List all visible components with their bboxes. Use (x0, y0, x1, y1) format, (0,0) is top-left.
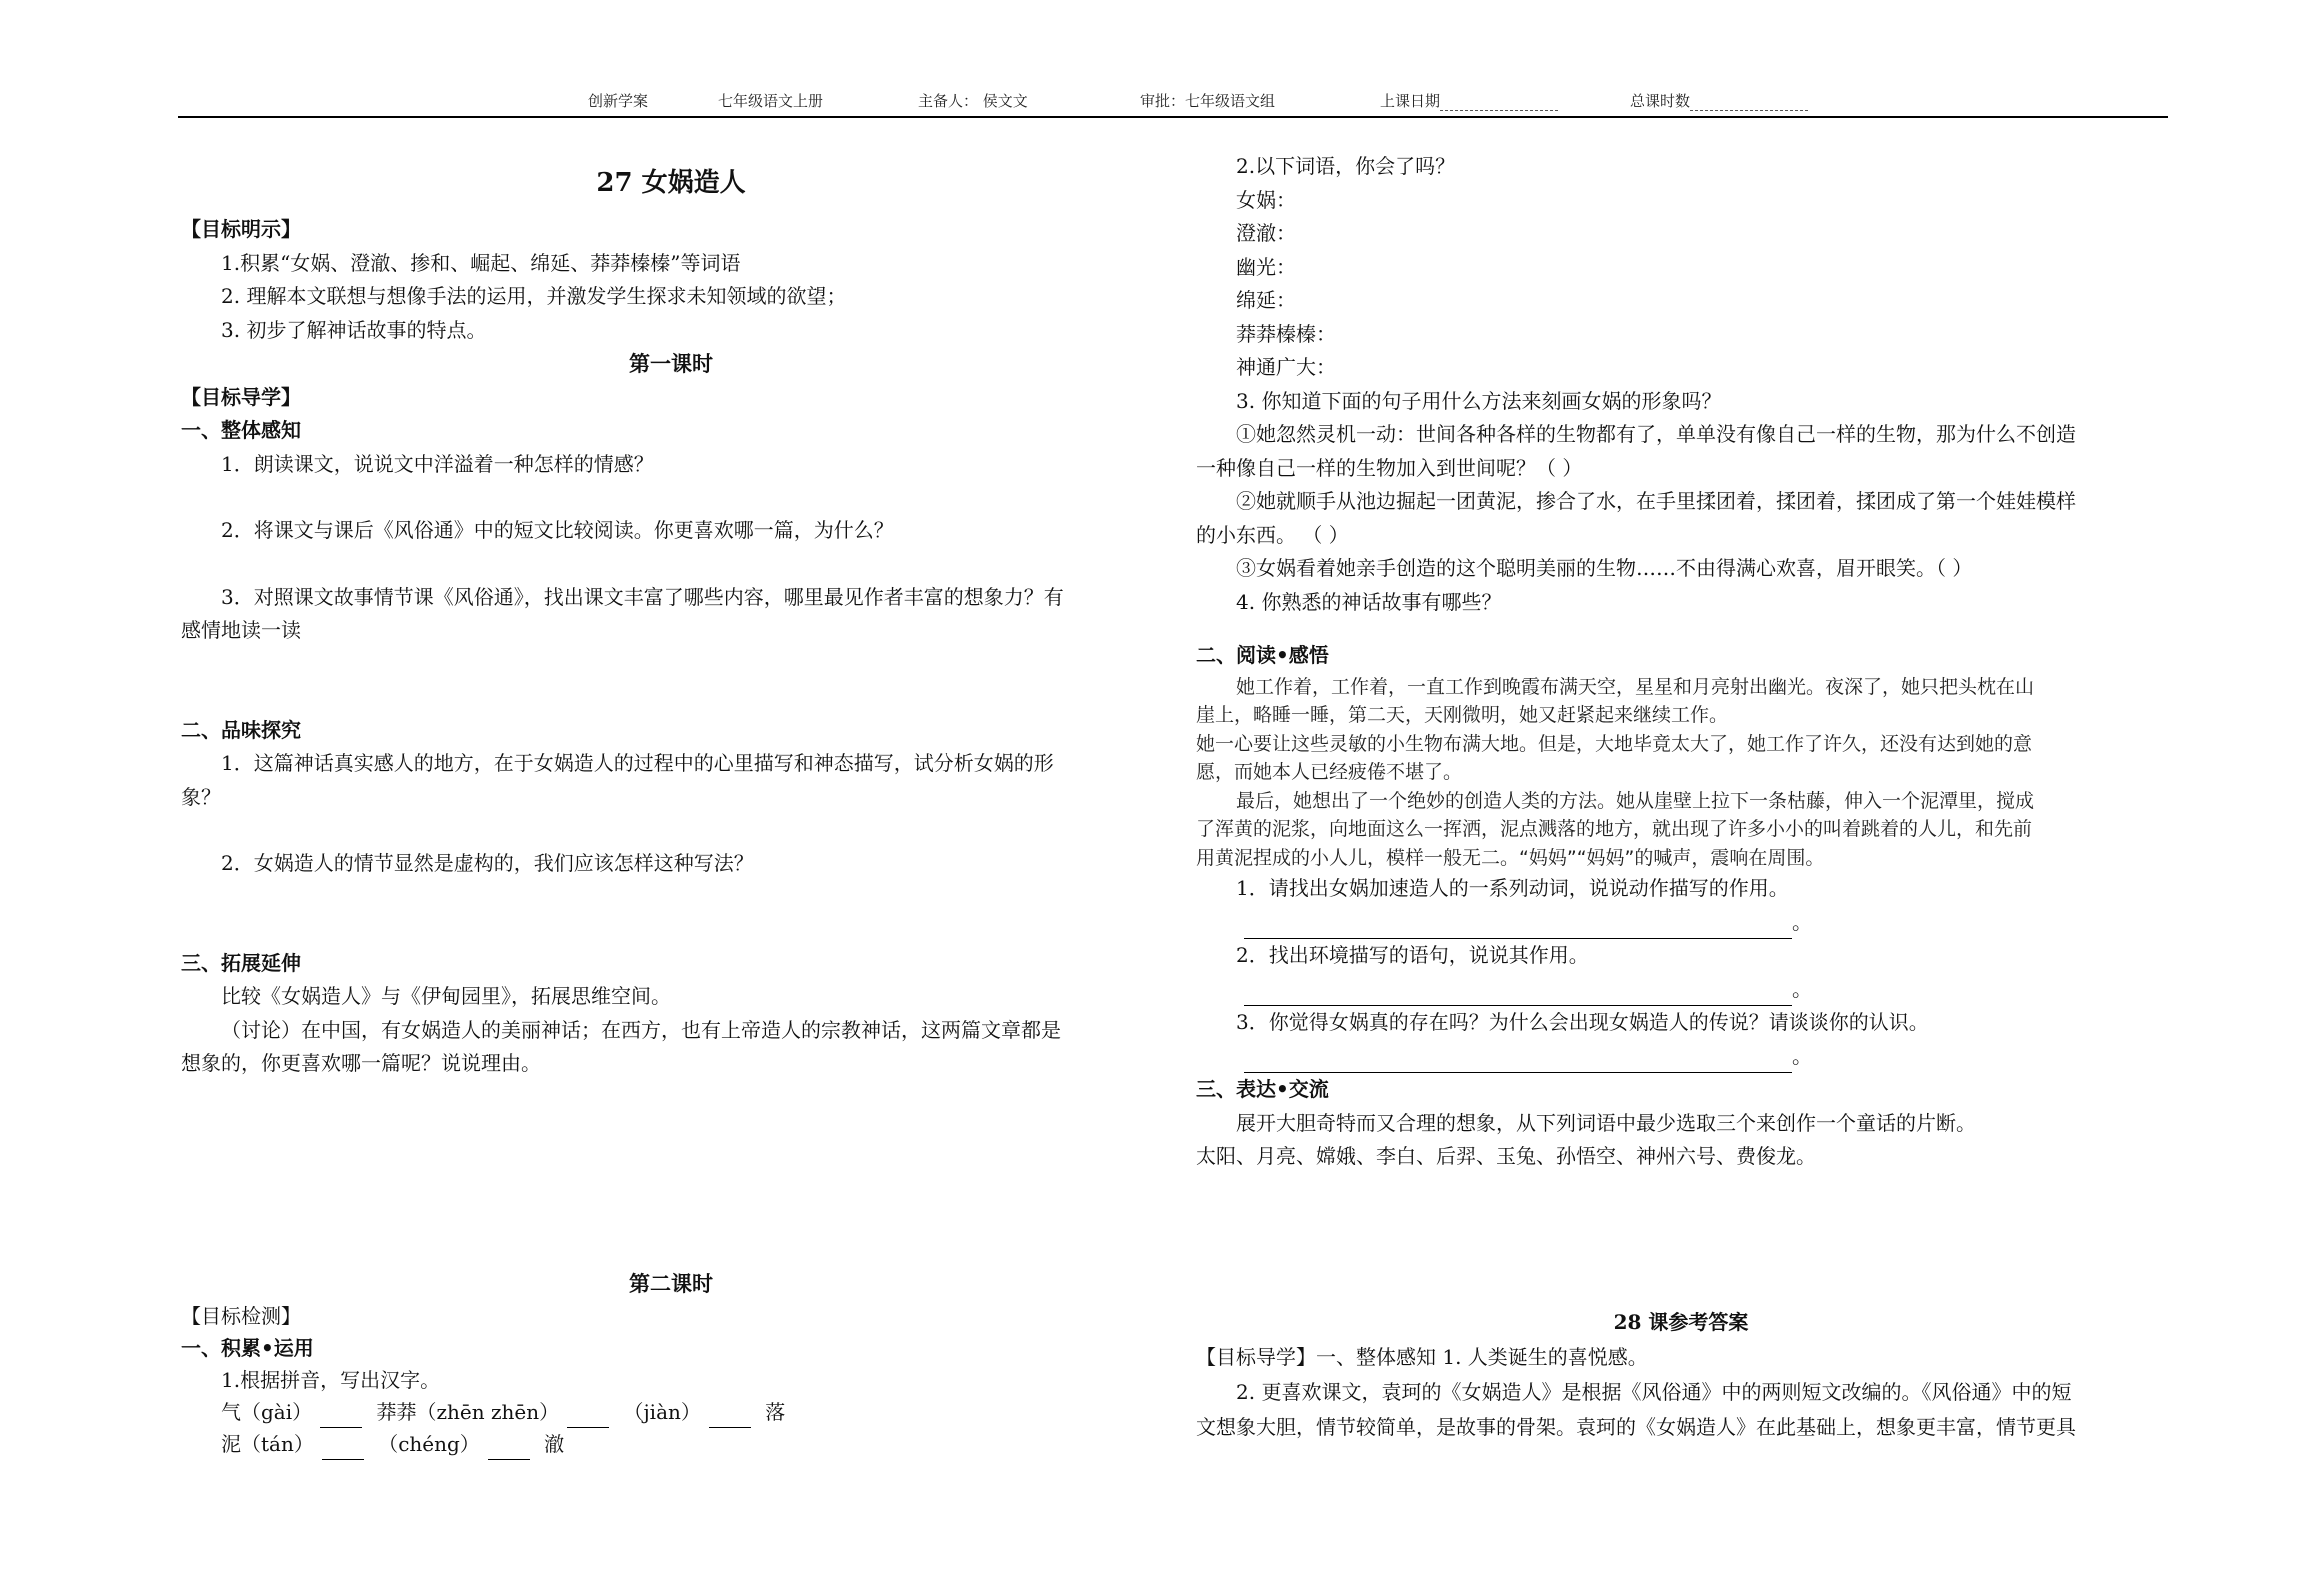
answer-line (1196, 1040, 2166, 1074)
pinyin-item: 莽莽（zhēn zhēn） (376, 1400, 560, 1424)
left-column (181, 155, 1161, 1081)
goal-item: 1.积累“女娲、澄澈、掺和、崛起、绵延、莽莽榛榛”等词语 (221, 250, 741, 275)
word-item: 女娲： (1236, 187, 1296, 212)
goal-item: 2. 理解本文联想与想像手法的运用，并激发学生探求未知领域的欲望； (221, 284, 847, 308)
answer-blank[interactable] (1244, 1050, 1792, 1073)
lesson-one-heading: 第一课时 (629, 351, 713, 376)
section-overall: 一、整体感知 (181, 418, 301, 442)
answer-blank[interactable] (567, 1407, 609, 1428)
section-reading: 二、阅读•感悟 (1196, 643, 1329, 667)
header-preparer: 主备人： 侯文文 (918, 92, 1028, 110)
question-sentence: ②她就顺手从池边掘起一团黄泥，掺合了水，在手里揉团着，揉团着，揉团成了第一个娃娃模样 (1236, 489, 2076, 513)
word-item: 绵延： (1236, 288, 1296, 312)
answer-blank[interactable] (1244, 983, 1792, 1006)
pinyin-question: 1.根据拼音，写出汉字。 (221, 1368, 441, 1392)
reading-line: 崖上，略睡一睡，第二天，天刚微明，她又赶紧起来继续工作。 (1196, 704, 1729, 726)
question: 2．女娲造人的情节显然是虚构的，我们应该怎样这种写法？ (221, 851, 754, 875)
answer-blank[interactable] (322, 1439, 364, 1460)
header-date (1380, 90, 1558, 111)
express-text: 展开大胆奇特而又合理的想象，从下列词语中最少选取三个来创作一个童话的片断。 (1236, 1110, 1976, 1135)
express-words: 太阳、月亮、嫦娥、李白、后羿、玉兔、孙悟空、神州六号、费俊龙。 (1196, 1144, 1816, 1168)
check-tag: 【目标检测】 (181, 1304, 301, 1328)
answer-line-text: 2. 更喜欢课文，袁珂的《女娲造人》是根据《风俗通》中的两则短文改编的。《风俗通》中的短 (1236, 1380, 2072, 1404)
reading-line: 最后，她想出了一个绝妙的创造人类的方法。她从崖壁上拉下一条枯藤，伸入一个泥潭里，搅成 (1236, 789, 2035, 812)
question-sentence: 的小东西。 （ ） (1196, 522, 1349, 547)
reading-passage (1196, 673, 2166, 873)
question: 2．将课文与课后《风俗通》中的短文比较阅读。你更喜欢哪一篇，为什么？ (221, 518, 894, 542)
reading-line: 用黄泥捏成的小人儿，模样一般无二。“妈妈”“妈妈”的喊声，震响在周围。 (1196, 846, 1825, 869)
extension-text: （讨论）在中国，有女娲造人的美丽神话；在西方，也有上帝造人的宗教神话，这两篇文章都是 (221, 1017, 1061, 1042)
question: 1．这篇神话真实感人的地方，在于女娲造人的过程中的心里描写和神态描写，试分析女娲的形 (221, 751, 1054, 775)
reading-line: 了浑黄的泥浆，向地面这么一挥洒，泥点溅落的地方，就出现了许多小小的叫着跳着的人儿，和先前 (1196, 818, 2033, 840)
answer-title: 28 课参考答案 (1613, 1310, 1749, 1334)
question-sentence: ③女娲看着她亲手创造的这个聪明美丽的生物……不由得满心欢喜，眉开眼笑。（ ） (1236, 556, 1973, 580)
header-brand: 创新学案 (588, 92, 649, 110)
question-sentence: 一种像自己一样的生物加入到世间呢？（ ） (1196, 455, 1583, 480)
header-reviewer: 审批：七年级语文组 (1140, 92, 1276, 110)
pinyin-row (181, 1396, 1161, 1428)
answer-line (1196, 906, 2166, 940)
header-date-blank[interactable] (1440, 94, 1558, 111)
extension-text: 比较《女娲造人》与《伊甸园里》，拓展思维空间。 (221, 984, 671, 1008)
section-accumulate: 一、积累•运用 (181, 1336, 314, 1360)
period: 。 (1792, 1043, 1812, 1068)
goal-tag: 【目标明示】 (181, 217, 301, 241)
page-header (178, 90, 2168, 118)
answer-line-text: 文想象大胆，情节较简单，是故事的骨架。袁珂的《女娲造人》在此基础上，想象更丰富，情节更具 (1196, 1415, 2076, 1439)
reading-question: 2．找出环境描写的语句，说说其作用。 (1236, 943, 1589, 967)
question-sentence: ①她忽然灵机一动：世间各种各样的生物都有了，单单没有像自己一样的生物，那为什么不创造 (1236, 422, 2076, 446)
answer-line (1196, 973, 2166, 1007)
pinyin-row (181, 1428, 1161, 1460)
question: 4. 你熟悉的神话故事有哪些？ (1236, 589, 1502, 614)
period: 。 (1792, 909, 1812, 934)
question: 3. 你知道下面的句子用什么方法来刻画女娲的形象吗？ (1236, 388, 1722, 413)
question: 3．对照课文故事情节课《风俗通》，找出课文丰富了哪些内容，哪里最见作者丰富的想象力？有 (221, 584, 1064, 609)
section-extension: 三、拓展延伸 (181, 950, 301, 975)
right-column (1196, 150, 2166, 1174)
answer-line-text: 【目标导学】一、整体感知 1. 人类诞生的喜悦感。 (1196, 1345, 1648, 1369)
header-grade: 七年级语文上册 (718, 92, 824, 110)
header-date-label: 上课日期 (1380, 92, 1441, 110)
reading-question: 1．请找出女娲加速造人的一系列动词，说说动作描写的作用。 (1236, 876, 1789, 900)
reading-question: 3．你觉得女娲真的存在吗？为什么会出现女娲造人的传说？请谈谈你的认识。 (1236, 1010, 1929, 1034)
goal-item: 3. 初步了解神话故事的特点。 (221, 317, 487, 342)
answer-blank[interactable] (709, 1407, 751, 1428)
lesson-two-block (181, 1268, 1161, 1460)
pinyin-item: 气（gài） (221, 1400, 313, 1424)
section-express: 三、表达•交流 (1196, 1077, 1329, 1101)
answer-blank[interactable] (1244, 916, 1792, 939)
pinyin-item: 澈 (544, 1432, 565, 1456)
question: 2.以下词语，你会了吗？ (1236, 154, 1456, 178)
question-cont: 感情地读一读 (181, 618, 301, 642)
header-total-label: 总课时数 (1630, 92, 1691, 110)
reading-line: 她一心要让这些灵敏的小生物布满大地。但是，大地毕竟太大了，她工作了许久，还没有达到她的意 (1196, 732, 2033, 755)
question-cont: 象？ (181, 784, 221, 809)
section-appreciation: 二、品味探究 (181, 717, 301, 742)
extension-text: 想象的，你更喜欢哪一篇呢？说说理由。 (181, 1051, 541, 1075)
pinyin-item: 落 (765, 1400, 786, 1424)
reading-line: 愿，而她本人已经疲倦不堪了。 (1196, 761, 1463, 783)
reading-line: 她工作着，工作着，一直工作到晚霞布满天空，星星和月亮射出幽光。夜深了，她只把头枕在山 (1236, 675, 2035, 698)
lesson-title: 27 女娲造人 (596, 168, 746, 198)
header-rule (178, 116, 2168, 118)
header-total-blank[interactable] (1690, 94, 1808, 111)
pinyin-item: （jiàn） (623, 1400, 701, 1424)
period: 。 (1792, 976, 1812, 1001)
word-item: 幽光： (1236, 254, 1296, 279)
pinyin-item: （chéng） (378, 1432, 480, 1456)
guide-tag: 【目标导学】 (181, 384, 301, 409)
word-item: 莽莽榛榛： (1236, 321, 1336, 346)
header-total (1630, 90, 1808, 111)
word-item: 神通广大： (1236, 355, 1336, 379)
pinyin-item: 泥（tán） (221, 1432, 314, 1456)
lesson-two-heading: 第二课时 (629, 1271, 713, 1296)
word-item: 澄澈： (1236, 221, 1296, 245)
answer-blank[interactable] (320, 1407, 362, 1428)
answer-key (1196, 1305, 2166, 1445)
question: 1．朗读课文，说说文中洋溢着一种怎样的情感？ (221, 451, 654, 476)
answer-blank[interactable] (488, 1439, 530, 1460)
